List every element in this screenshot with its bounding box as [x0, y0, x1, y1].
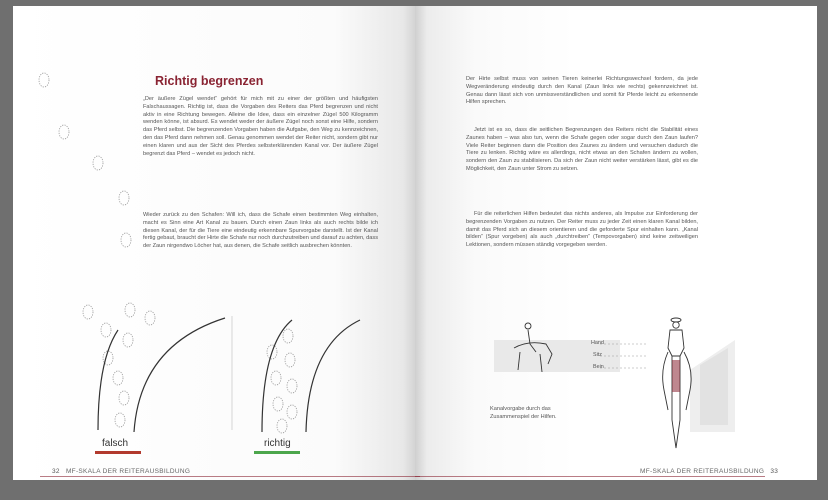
sitz-label: Sitz	[593, 352, 602, 358]
label-richtig: richtig	[264, 438, 291, 449]
label-falsch: falsch	[102, 438, 129, 449]
right-bar	[254, 451, 300, 454]
diagram-falsch	[83, 303, 225, 432]
right-paragraph-1: Der Hirte selbst muss von seinen Tieren keinerlei Richtungswechsel fordern, da jede Wegveränderung eindeutig durch den Kanal (Zaun links wie rechts) gekennzeichnet ist. Genau dann lässt sich von unmissverständlichen und somit für Pferde leicht zu erkennende Hilfen sprechen.	[466, 76, 698, 106]
page-number-right: 33	[770, 468, 779, 475]
right-paragraph-3: Für die reiterlichen Hilfen bedeutet das nichts anderes, als Impulse zur Einforderung der begrenzenden Vorgaben zu nutzen. Der Reiter muss zu jeder Zeit einen klaren Kanal bilden, damit das Pferd sich an diesem orientieren und die geforderte Spur einhalten kann. „Kanal bilden“ (Spur vorgeben) als auch „durchtreiben“ (Tempovorgaben) sind keine zeitweiligen Lektionen, sondern müssen ständig vorgegeben werden.	[466, 211, 698, 249]
diagram-richtig	[262, 320, 360, 433]
left-paragraph-1: „Der äußere Zügel wendet“ gehört für mich mit zu einer der größten und häufigsten Falschaussagen. Richtig ist, dass die Vorgaben des Reiters das Pferd begrenzen und nicht aktiv in eine Richtung bewegen. Alleine die Idee, dass ein einzelner Zügel 500 Kilogramm wenden könne, ist absurd. Es wendet weder der äußere Zügel noch sonst eine Hilfe, sondern das Pferd selbst. Die begrenzenden Vorgaben haben die Aufgabe, den Weg zu kennzeichnen, den das Pferd dann nehmen soll. Genau genommen wendet der Reiter nicht, sondern gibt nur einen klaren und aus der Sicht des Pferdes selbsterklärenden Kanal vor. Der äußere Zügel begrenzt das Pferd – wendet es jedoch nicht.	[143, 96, 378, 157]
section-title: Richtig begrenzen	[155, 74, 264, 88]
bein-label: Bein	[593, 364, 604, 370]
rider-channel-illustration	[494, 318, 735, 448]
left-paragraph-2: Wieder zurück zu den Schafen: Will ich, dass die Schafe einen bestimmten Weg einhalten, macht es Sinn eine Art Kanal zu bauen. Durch einen Zaun links als auch rechts bilde ich diesen Kanal, der für die Tiere eine eindeutig erkennbare Spurvorgabe darstellt. Ist der Kanal fertig gebaut, braucht der Hirte die Schafe nur noch durchzutreiben und darauf zu achten, dass der Zaun nirgendwo Löcher hat, aus denen, die Schafe seitlich ausbrechen könnten.	[143, 212, 378, 250]
footer-right	[640, 468, 778, 475]
wrong-bar	[95, 451, 141, 454]
figure-caption: Kanalvorgabe durch das Zusammenspiel der Hilfen.	[490, 406, 557, 420]
hand-label: Hand	[591, 340, 604, 346]
footer-rule-left	[40, 476, 420, 477]
footer-rule-right	[415, 476, 765, 477]
page-number-left: 32	[52, 468, 60, 475]
running-title-left: MF-SKALA DER REITERAUSBILDUNG	[65, 468, 191, 475]
right-paragraph-2: Jetzt ist es so, dass die seitlichen Begrenzungen des Reiters nicht die Stabilität eines Zaunes haben – was also tun, wenn die Schafe gegen oder sogar durch den Zaun laufen? Viele Reiter beginnen dann die Position des Zaunes zu ändern und versuchen dadurch die Tiere zu lenken. Richtig wäre es allerdings, nicht etwas an den Schafen ändern zu wollen, sondern den Zaun zu stabilisieren. Da sich der Zaun nicht weiter verstärken lässt, gibt es die Möglichkeit, den Zaun unter Strom zu setzen.	[466, 127, 698, 172]
footer-left	[52, 468, 190, 475]
running-title-right: MF-SKALA DER REITERAUSBILDUNG	[640, 468, 765, 475]
sheep-scatter-top	[39, 73, 131, 247]
